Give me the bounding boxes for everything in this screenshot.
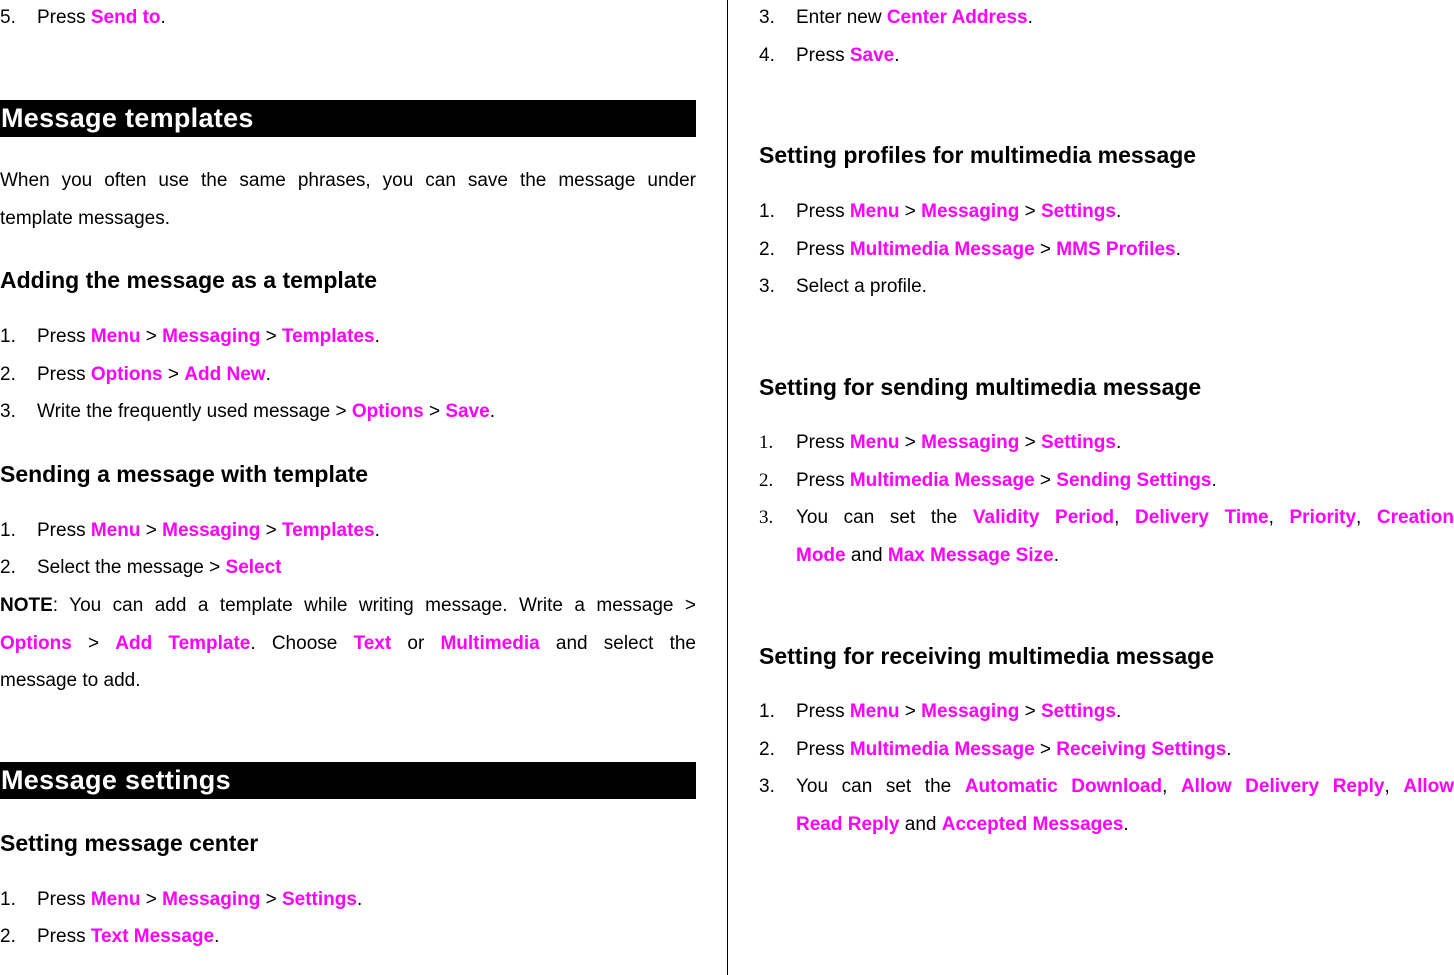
highlight-term: Priority bbox=[1289, 507, 1357, 528]
highlight-term: Multimedia Message bbox=[849, 739, 1035, 760]
list-item: 3. Enter new Center Address. bbox=[759, 7, 1033, 28]
highlight-term: Multimedia bbox=[440, 632, 540, 654]
highlight-term: Receiving Settings bbox=[1056, 739, 1227, 760]
highlight-term: Messaging bbox=[921, 201, 1020, 222]
list-item: 2. Press Text Message. bbox=[0, 926, 220, 947]
highlight-term: Send to bbox=[90, 7, 161, 28]
list-item: 4. Press Save. bbox=[759, 45, 900, 66]
highlight-term: Select bbox=[225, 557, 282, 578]
highlight-term: Multimedia Message bbox=[849, 239, 1035, 260]
right-column bbox=[759, 0, 1454, 975]
note-label: NOTE bbox=[0, 595, 53, 616]
list-item: 1. Press Menu > Messaging > Settings. bbox=[0, 889, 363, 910]
list-item: 5. Press Send to. bbox=[0, 7, 166, 28]
highlight-term: Menu bbox=[90, 326, 141, 347]
list-item: 3. You can set the Validity Period, Delivery Time, Priority, Creation Mode and Max Message Size. bbox=[759, 507, 1454, 566]
highlight-term: Settings bbox=[1040, 201, 1116, 222]
highlight-term: Allow Delivery Reply bbox=[1180, 776, 1385, 797]
note-paragraph: NOTE: You can add a template while writing message. Write a message > Options > Add Template. Choose Text or Multimedia and select the message to add. bbox=[0, 595, 696, 691]
list-item: 2. Press Multimedia Message > Receiving Settings. bbox=[759, 739, 1232, 760]
highlight-term: Menu bbox=[90, 889, 141, 910]
heading-message-center: Setting message center bbox=[0, 830, 259, 856]
list-item: 3. Write the frequently used message > Options > Save. bbox=[0, 401, 495, 422]
highlight-term: Save bbox=[849, 45, 895, 66]
heading-adding-template: Adding the message as a template bbox=[0, 267, 378, 293]
highlight-term: Settings bbox=[281, 889, 357, 910]
highlight-term: Delivery Time bbox=[1135, 507, 1269, 528]
highlight-term: Settings bbox=[1040, 432, 1116, 453]
heading-sending-mms: Setting for sending multimedia message bbox=[759, 374, 1202, 400]
highlight-term: Validity Period bbox=[972, 507, 1115, 528]
highlight-term: Menu bbox=[90, 520, 141, 541]
highlight-term: Max Message Size bbox=[887, 544, 1054, 566]
list-item: 2. Press Multimedia Message > Sending Settings. bbox=[759, 470, 1217, 491]
list-item: 1. Press Menu > Messaging > Settings. bbox=[759, 432, 1122, 453]
list-item: 2. Select the message > Select bbox=[0, 557, 282, 578]
highlight-term: Options bbox=[90, 364, 163, 385]
intro-paragraph: When you often use the same phrases, you can save the message under template messages. bbox=[0, 170, 696, 229]
highlight-term: Messaging bbox=[162, 326, 261, 347]
highlight-term: Save bbox=[445, 401, 490, 422]
highlight-term: Options bbox=[351, 401, 424, 422]
heading-mms-profiles: Setting profiles for multimedia message bbox=[759, 142, 1197, 168]
highlight-term: Mode bbox=[796, 544, 846, 566]
list-item: 1. Press Menu > Messaging > Templates. bbox=[0, 326, 380, 347]
highlight-term: Messaging bbox=[162, 520, 261, 541]
heading-sending-template: Sending a message with template bbox=[0, 461, 369, 487]
highlight-term: Automatic Download bbox=[964, 776, 1163, 797]
highlight-term: Read Reply bbox=[796, 813, 900, 835]
section-banner-message-settings: Message settings bbox=[0, 762, 696, 799]
highlight-term: Messaging bbox=[162, 889, 261, 910]
highlight-term: MMS Profiles bbox=[1056, 239, 1176, 260]
highlight-term: Multimedia Message bbox=[849, 470, 1035, 491]
highlight-term: Settings bbox=[1040, 701, 1116, 722]
highlight-term: Templates bbox=[281, 520, 375, 541]
highlight-term: Center Address bbox=[886, 7, 1028, 28]
highlight-term: Text Message bbox=[90, 926, 215, 947]
list-item: 1. Press Menu > Messaging > Templates. bbox=[0, 520, 380, 541]
highlight-term: Allow bbox=[1403, 776, 1454, 797]
highlight-term: Messaging bbox=[921, 432, 1020, 453]
highlight-term: Add New bbox=[184, 364, 266, 385]
highlight-term: Menu bbox=[849, 201, 900, 222]
column-divider bbox=[727, 0, 728, 975]
highlight-term: Creation bbox=[1376, 507, 1454, 528]
heading-receiving-mms: Setting for receiving multimedia message bbox=[759, 643, 1215, 669]
highlight-term: Text bbox=[353, 632, 392, 654]
list-item: 3. You can set the Automatic Download, Allow Delivery Reply, Allow Read Reply and Accepted Messages. bbox=[759, 776, 1454, 835]
list-item: 1. Press Menu > Messaging > Settings. bbox=[759, 701, 1122, 722]
left-column bbox=[0, 0, 696, 975]
section-banner-message-templates: Message templates bbox=[0, 100, 696, 137]
list-item: 2. Press Options > Add New. bbox=[0, 364, 271, 385]
list-item: 1. Press Menu > Messaging > Settings. bbox=[759, 201, 1122, 222]
highlight-term: Sending Settings bbox=[1056, 470, 1212, 491]
highlight-term: Messaging bbox=[921, 701, 1020, 722]
list-item: 2. Press Multimedia Message > MMS Profiles. bbox=[759, 239, 1181, 260]
highlight-term: Menu bbox=[849, 701, 900, 722]
highlight-term: Menu bbox=[849, 432, 900, 453]
list-item: 3. Select a profile. bbox=[759, 276, 927, 297]
highlight-term: Options bbox=[0, 632, 72, 654]
highlight-term: Add Template bbox=[115, 632, 251, 654]
highlight-term: Templates bbox=[281, 326, 375, 347]
highlight-term: Accepted Messages bbox=[941, 813, 1124, 835]
